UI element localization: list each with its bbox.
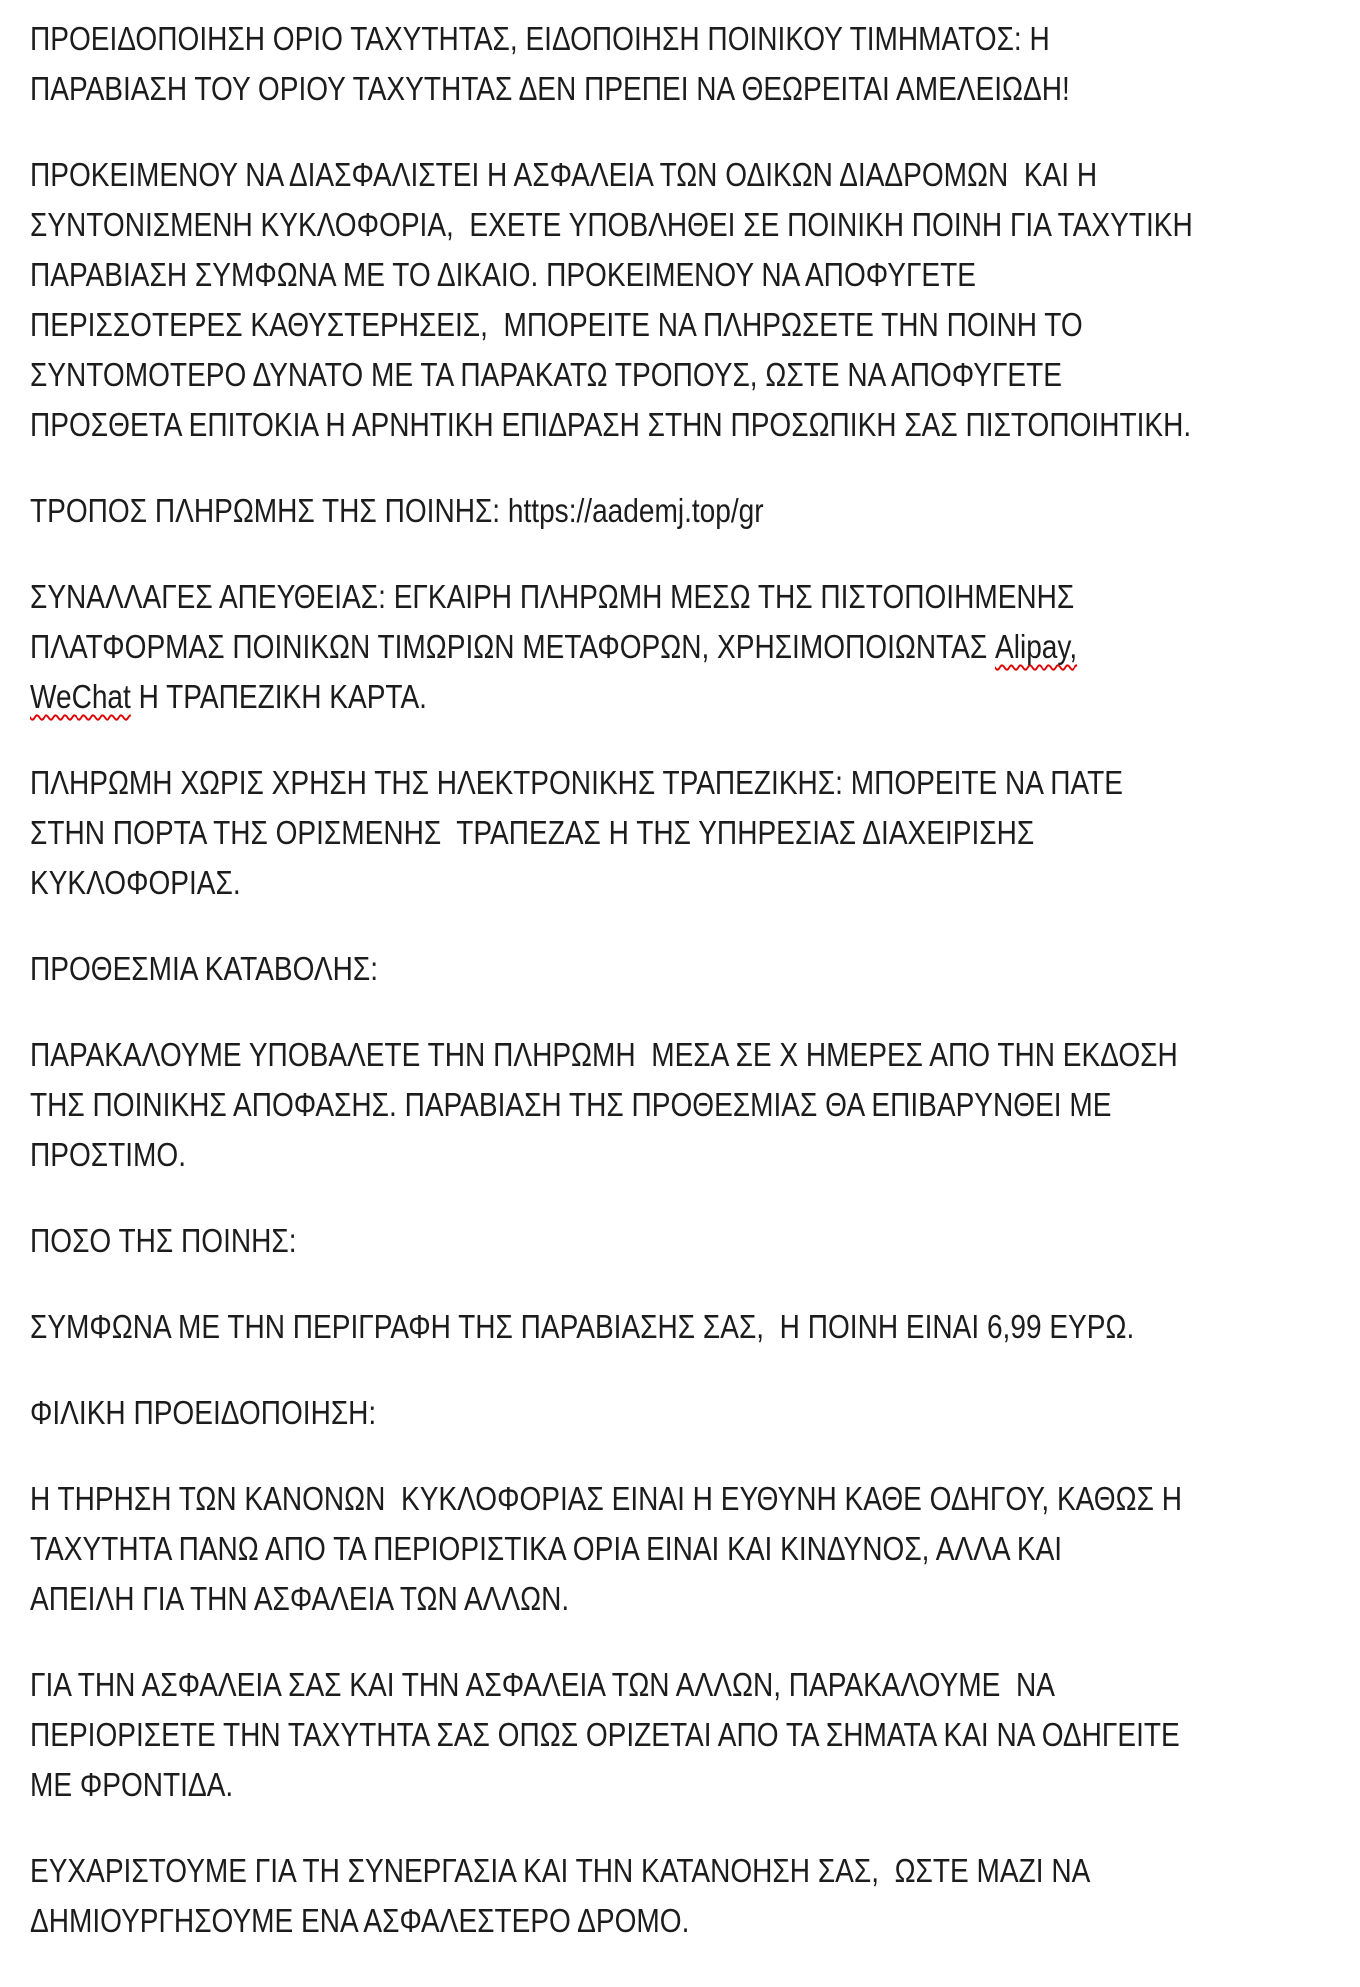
text-segment: ΜΕ ΦΡΟΝΤΙΔΑ. [30,1766,234,1803]
paragraph [30,1216,1360,1266]
paragraph [30,486,1360,536]
paragraph [30,14,1360,114]
text-segment: ΑΠΕΙΛΗ ΓΙΑ ΤΗΝ ΑΣΦΑΛΕΙΑ ΤΩΝ ΑΛΛΩΝ. [30,1580,570,1617]
text-segment: ΠΕΡΙΣΣΟΤΕΡΕΣ ΚΑΘΥΣΤΕΡΗΣΕΙΣ, ΜΠΟΡΕΙΤΕ ΝΑ ΠΛΗΡΩΣΕΤΕ ΤΗΝ ΠΟΙΝΗ ΤΟ [30,306,1083,343]
text-segment: ΣΥΜΦΩΝΑ ΜΕ ΤΗΝ ΠΕΡΙΓΡΑΦΗ ΤΗΣ ΠΑΡΑΒΙΑΣΗΣ ΣΑΣ, Η ΠΟΙΝΗ ΕΙΝΑΙ 6,99 ΕΥΡΩ. [30,1308,1135,1345]
text-segment: ΠΑΡΑΒΙΑΣΗ ΣΥΜΦΩΝΑ ΜΕ ΤΟ ΔΙΚΑΙΟ. ΠΡΟΚΕΙΜΕΝΟΥ ΝΑ ΑΠΟΦΥΓΕΤΕ [30,256,976,293]
text-segment: ΠΡΟΚΕΙΜΕΝΟΥ ΝΑ ΔΙΑΣΦΑΛΙΣΤΕΙ Η ΑΣΦΑΛΕΙΑ ΤΩΝ ΟΔΙΚΩΝ ΔΙΑΔΡΟΜΩΝ ΚΑΙ Η [30,156,1098,193]
paragraph [30,1302,1360,1352]
text-line [30,944,1161,994]
text-line [30,486,1161,536]
text-line [30,572,1161,622]
paragraph [30,1030,1360,1180]
text-segment: ΠΡΟΘΕΣΜΙΑ ΚΑΤΑΒΟΛΗΣ: [30,950,379,987]
text-segment: ΠΕΡΙΟΡΙΣΕΤΕ ΤΗΝ ΤΑΧΥΤΗΤΑ ΣΑΣ ΟΠΩΣ ΟΡΙΖΕΤΑΙ ΑΠΟ ΤΑ ΣΗΜΑΤΑ ΚΑΙ ΝΑ ΟΔΗΓΕΙΤΕ [30,1716,1180,1753]
text-line [30,1030,1178,1080]
text-segment: ΠΑΡΑΒΙΑΣΗ ΤΟΥ ΟΡΙΟΥ ΤΑΧΥΤΗΤΑΣ ΔΕΝ ΠΡΕΠΕΙ ΝΑ ΘΕΩΡΕΙΤΑΙ ΑΜΕΛΕΙΩΔΗ! [30,70,1070,107]
text-line [30,1760,1161,1810]
paragraph [30,1846,1360,1946]
text-line [30,1302,1161,1352]
text-line [30,672,1161,722]
text-line [30,1474,1182,1524]
text-line [30,1388,1161,1438]
paragraph [30,1660,1360,1810]
misspelled-word-alipay: Alipay, [995,628,1078,665]
text-segment: ΕΥΧΑΡΙΣΤΟΥΜΕ ΓΙΑ ΤΗ ΣΥΝΕΡΓΑΣΙΑ ΚΑΙ ΤΗΝ ΚΑΤΑΝΟΗΣΗ ΣΑΣ, ΩΣΤΕ ΜΑΖΙ ΝΑ [30,1852,1091,1889]
text-segment: ΠΑΡΑΚΑΛΟΥΜΕ ΥΠΟΒΑΛΕΤΕ ΤΗΝ ΠΛΗΡΩΜΗ ΜΕΣΑ ΣΕ Χ ΗΜΕΡΕΣ ΑΠΟ ΤΗΝ ΕΚΔΟΣΗ [30,1036,1178,1073]
text-segment: ΠΛΗΡΩΜΗ ΧΩΡΙΣ ΧΡΗΣΗ ΤΗΣ ΗΛΕΚΤΡΟΝΙΚΗΣ ΤΡΑΠΕΖΙΚΗΣ: ΜΠΟΡΕΙΤΕ ΝΑ ΠΑΤΕ [30,764,1123,801]
text-segment: ΦΙΛΙΚΗ ΠΡΟΕΙΔΟΠΟΙΗΣΗ: [30,1394,377,1431]
text-segment: ΤΗΣ ΠΟΙΝΙΚΗΣ ΑΠΟΦΑΣΗΣ. ΠΑΡΑΒΙΑΣΗ ΤΗΣ ΠΡΟΘΕΣΜΙΑΣ ΘΑ ΕΠΙΒΑΡΥΝΘΕΙ ΜΕ [30,1086,1112,1123]
text-line [30,1130,1161,1180]
payment-url: https://aademj.top/gr [507,492,764,529]
text-line [30,1846,1161,1896]
text-segment: ΠΟΣΟ ΤΗΣ ΠΟΙΝΗΣ: [30,1222,297,1259]
text-segment: ΣΥΝΤΟΝΙΣΜΕΝΗ ΚΥΚΛΟΦΟΡΙΑ, ΕΧΕΤΕ ΥΠΟΒΛΗΘΕΙ ΣΕ ΠΟΙΝΙΚΗ ΠΟΙΝΗ ΓΙΑ ΤΑΧΥΤΙΚΗ [30,206,1193,243]
text-line [30,1524,1161,1574]
text-line [30,858,1161,908]
paragraph [30,572,1360,722]
text-segment: ΚΥΚΛΟΦΟΡΙΑΣ. [30,864,241,901]
text-line [30,758,1161,808]
text-segment: ΤΑΧΥΤΗΤΑ ΠΑΝΩ ΑΠΟ ΤΑ ΠΕΡΙΟΡΙΣΤΙΚΑ ΟΡΙΑ ΕΙΝΑΙ ΚΑΙ ΚΙΝΔΥΝΟΣ, ΑΛΛΑ ΚΑΙ [30,1530,1063,1567]
paragraph [30,1474,1360,1624]
text-line [30,1660,1161,1710]
text-segment: ΔΗΜΙΟΥΡΓΗΣΟΥΜΕ ΕΝΑ ΑΣΦΑΛΕΣΤΕΡΟ ΔΡΟΜΟ. [30,1902,690,1939]
text-segment: Η ΤΗΡΗΣΗ ΤΩΝ ΚΑΝΟΝΩΝ ΚΥΚΛΟΦΟΡΙΑΣ ΕΙΝΑΙ Η ΕΥΘΥΝΗ ΚΑΘΕ ΟΔΗΓΟΥ, ΚΑΘΩΣ Η [30,1480,1182,1517]
paragraph [30,758,1360,908]
text-segment: ΤΡΟΠΟΣ ΠΛΗΡΩΜΗΣ ΤΗΣ ΠΟΙΝΗΣ: [30,492,508,529]
text-line [30,64,1161,114]
text-segment: ΣΤΗΝ ΠΟΡΤΑ ΤΗΣ ΟΡΙΣΜΕΝΗΣ ΤΡΑΠΕΖΑΣ Η ΤΗΣ ΥΠΗΡΕΣΙΑΣ ΔΙΑΧΕΙΡΙΣΗΣ [30,814,1035,851]
text-line [30,1710,1180,1760]
text-segment: ΣΥΝΤΟΜΟΤΕΡΟ ΔΥΝΑΤΟ ΜΕ ΤΑ ΠΑΡΑΚΑΤΩ ΤΡΟΠΟΥΣ, ΩΣΤΕ ΝΑ ΑΠΟΦΥΓΕΤΕ [30,356,1062,393]
text-line [30,300,1161,350]
paragraph [30,1388,1360,1438]
text-line [30,150,1161,200]
text-line [30,622,1161,672]
text-segment: ΠΡΟΕΙΔΟΠΟΙΗΣΗ ΟΡΙΟ ΤΑΧΥΤΗΤΑΣ, ΕΙΔΟΠΟΙΗΣΗ ΠΟΙΝΙΚΟΥ ΤΙΜΗΜΑΤΟΣ: Η [30,20,1050,57]
text-line [30,400,1192,450]
text-line [30,1896,1161,1946]
text-line [30,1080,1161,1130]
text-line [30,14,1161,64]
text-segment: ΠΛΑΤΦΟΡΜΑΣ ΠΟΙΝΙΚΩΝ ΤΙΜΩΡΙΩΝ ΜΕΤΑΦΟΡΩΝ, ΧΡΗΣΙΜΟΠΟΙΩΝΤΑΣ [30,628,996,665]
text-segment: ΓΙΑ ΤΗΝ ΑΣΦΑΛΕΙΑ ΣΑΣ ΚΑΙ ΤΗΝ ΑΣΦΑΛΕΙΑ ΤΩΝ ΑΛΛΩΝ, ΠΑΡΑΚΑΛΟΥΜΕ ΝΑ [30,1666,1055,1703]
misspelled-word-wechat: WeChat [30,678,131,715]
text-segment: ΣΥΝΑΛΛΑΓΕΣ ΑΠΕΥΘΕΙΑΣ: ΕΓΚΑΙΡΗ ΠΛΗΡΩΜΗ ΜΕΣΩ ΤΗΣ ΠΙΣΤΟΠΟΙΗΜΕΝΗΣ [30,578,1075,615]
text-segment: ΠΡΟΣΤΙΜΟ. [30,1136,187,1173]
text-line [30,1216,1161,1266]
paragraph [30,150,1360,450]
text-line [30,350,1161,400]
paragraph [30,944,1360,994]
text-line [30,808,1161,858]
text-segment: Η ΤΡΑΠΕΖΙΚΗ ΚΑΡΤΑ. [130,678,427,715]
text-segment: ΠΡΟΣΘΕΤΑ ΕΠΙΤΟΚΙΑ Η ΑΡΝΗΤΙΚΗ ΕΠΙΔΡΑΣΗ ΣΤΗΝ ΠΡΟΣΩΠΙΚΗ ΣΑΣ ΠΙΣΤΟΠΟΙΗΤΙΚΗ. [30,406,1192,443]
text-line [30,200,1193,250]
text-line [30,1574,1161,1624]
text-line [30,250,1161,300]
